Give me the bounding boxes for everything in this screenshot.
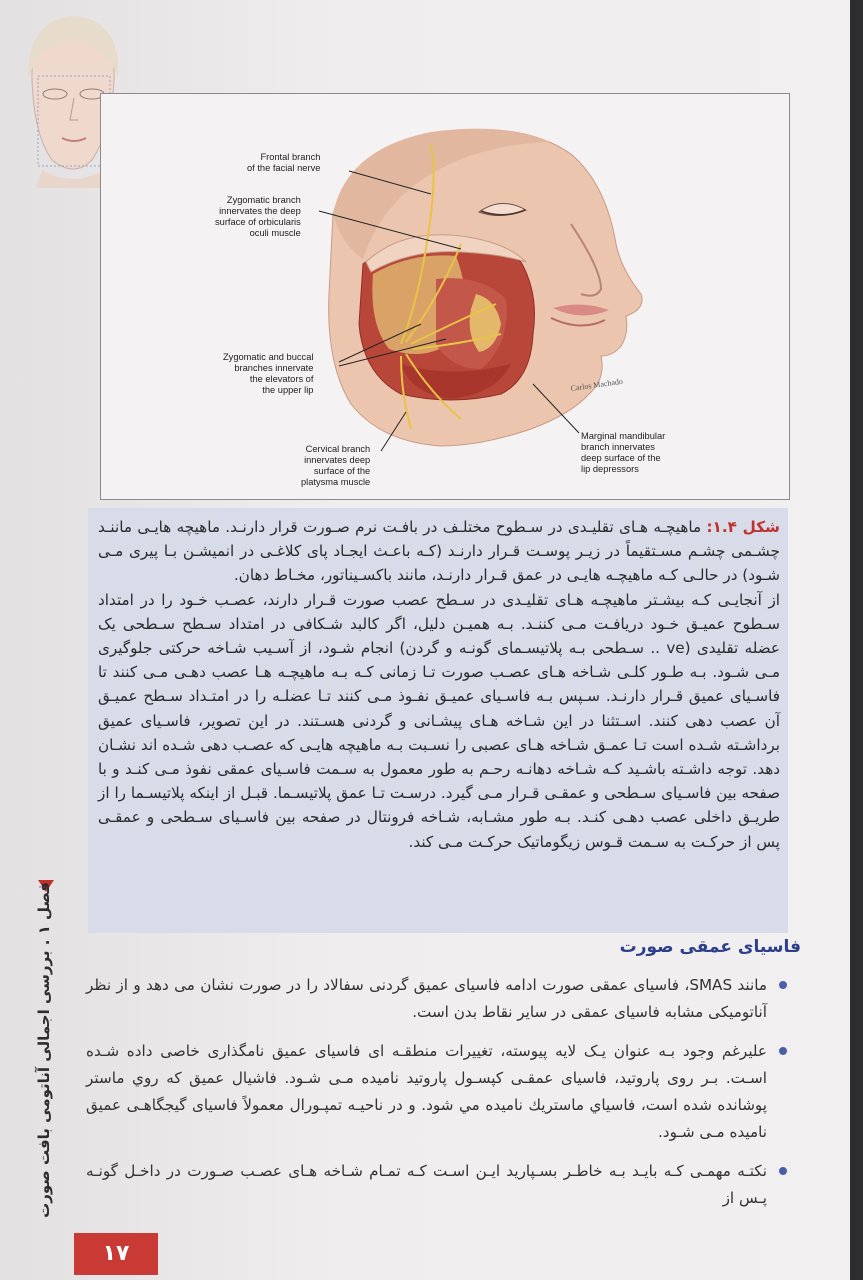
bullet-text: علیرغم وجود بـه عنوان یـک لایه پیوسته، تغییرات منطقـه ای فاسیای عمیق نامگذاری خاصی داده شـده اسـت. بـر روی پاروتید، فاسیای عمقـی کپسـول پاروتید نامیده مـی شـود. فاشیال عمیق که روي ماستر پوشانده شده است، فاسياي ماستريك ناميده مي شود. و در ناحیـه تمپـورال معمولاً فاسیای گیجگاهـی عمیق نامیده مـی شـود. — [86, 1042, 767, 1141]
bullet-text: نکتـه مهمـی کـه بایـد بـه خاطـر بسـپارید ایـن اسـت کـه تمـام شـاخه هـای عصـب صـورت در داخـل گونـه پـس از — [86, 1162, 767, 1207]
bullet-text: مانند SMAS، فاسیای عمقی صورت ادامه فاسیای عمیق گردنی سفالاد را در صورت نشان می دهد و از نظر آناتومیکی مشابه فاسیای عمقی در سایر نقاط بدن است. — [86, 976, 767, 1021]
section-title: فاسیای عمقی صورت — [619, 937, 801, 957]
page-number: ۱۷ — [74, 1233, 158, 1275]
figure-id: شکل ۱.۴: — [706, 518, 780, 536]
label-zygomatic-branch: Zygomatic branch innervates the deep surface of orbicularis oculi muscle — [215, 195, 301, 238]
bullet-item — [86, 972, 791, 1026]
figure-caption — [88, 508, 788, 933]
bullet-dot-icon — [779, 981, 787, 989]
caption-paragraph-2: از آنجایـی کـه بیشـتر ماهیچـه هـای تقلیـدی در سـطح عصب صورت قـرار دارند، عصـب خـود را در امتداد سـطوح عمیـق خـود دریافـت مـی کننـد. بـه همیـن دلیل، اگر کالبد شـکافی در امتداد سـطح سـطحی یک عضله تقلیدی (ve .. سـطحی بـه پلاتیسـمای گونـه و گردن) انجام شـود، از آسـیب شـاخه حرکتی جلوگیری مـی شـود. بـه طـور کلـی شـاخه هـای عصـب صورت تـا زمانی کـه بـه ماهیچـه هـا عصب دهـی مـی کنند تا فاسـیای عمیق قـرار دارنـد. سـپس بـه فاسـیای عمیـق نفـوذ مـی کنند تـا عضلـه را در امتـداد سـطح عمیـق آن عصب دهی کنند. اسـتثنا در این شـاخه هـای پیشـانی و گردنی هسـتند. در این تصویر، فاسـیای عمیق برداشـته شـده است تـا عمـق شـاخه هـای عصبی را نسـبت بـه ماهیچه هایـی که عصـب دهی شـده اند نشـان دهد. توجه داشـته باشـید کـه شـاخه دهانـه رحـم به طور معمول به سـمت فاسـیای عمقی نفوذ مـی کنـد و با صفحه بین فاسـیای سـطحی و عمقـی قـرار مـی گیرد. درسـت تـا عمق پلاتیسـما. قبـل از اینکه پلاتیسـما را از طریـق داخلی عصب دهـی کنـد. بـه طور مشـابه، شـاخه فرونتال در صفحه بین فاسـیای سـطحی و عمقـی پس از حرکـت به سـمت قـوس زیگوماتیک حرکـت مـی کند. — [98, 590, 780, 851]
label-marginal-mandibular-branch: Marginal mandibular branch innervates deep surface of the lip depressors — [581, 431, 666, 474]
bullet-list — [86, 972, 791, 1224]
anatomy-figure — [100, 93, 790, 500]
caption-paragraph-1 — [88, 508, 788, 588]
caption-text-1: ماهیچـه هـای تقلیـدی در سـطوح مختلـف در بافـت نرم صـورت قرار دارنـد. ماهیچه هایـی ماننـد چشـمی چشـم مسـتقیماً در زیـر پوسـت قـرار دارنـد (کـه باعـث ایجـاد پای کلاغـی در انمیشـن بـا پیری مـی شـود) در حالـی کـه ماهیچـه هایـی در عمق قـرار دارنـد، مانند باکسـیناتور، مخـاط دهان. — [98, 518, 780, 585]
bullet-dot-icon — [779, 1167, 787, 1175]
label-frontal-branch: Frontal branch of the facial nerve — [247, 152, 321, 173]
label-cervical-branch: Cervical branch innervates deep surface of the platysma muscle — [301, 444, 371, 487]
bullet-dot-icon — [779, 1047, 787, 1055]
chapter-title: فصل ۱ . بررسی اجمالی آناتومی بافت صورت — [35, 882, 53, 1218]
label-zygomatic-buccal-branches: Zygomatic and buccal branches innervate the elevators of the upper lip — [223, 352, 314, 395]
svg-text:Carlos Machado: Carlos Machado — [570, 376, 624, 393]
face-dissection-illustration — [101, 94, 789, 499]
page-edge-shadow — [850, 0, 863, 1280]
chapter-side-tab — [30, 882, 60, 1218]
bullet-item — [86, 1038, 791, 1146]
bullet-item — [86, 1158, 791, 1212]
